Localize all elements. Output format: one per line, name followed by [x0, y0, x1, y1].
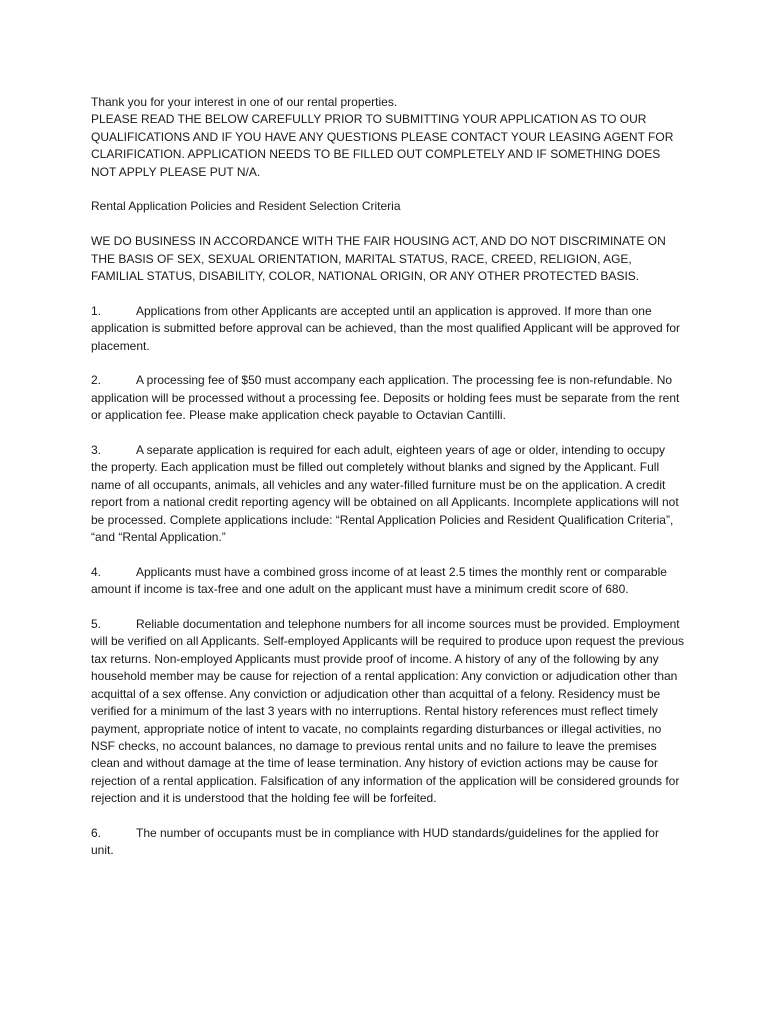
list-item — [91, 564, 684, 599]
item-number: 1. — [91, 303, 102, 318]
policies-heading: Rental Application Policies and Resident Selection Criteria — [91, 199, 401, 214]
intro-notice: PLEASE READ THE BELOW CAREFULLY PRIOR TO SUBMITTING YOUR APPLICATION AS TO OUR QUALIFICATIONS AND IF YOU HAVE ANY QUESTIONS PLEASE CONTACT YOUR LEASING AGENT FOR CLARIFICATION. APPLICATION NEEDS TO BE FILLED OUT COMPLETELY AND IF SOMETHING DOES NOT APPLY PLEASE PUT N/A. — [91, 112, 674, 179]
criteria-list — [91, 303, 684, 860]
item-number: 6. — [91, 825, 102, 840]
intro-thanks: Thank you for your interest in one of our rental properties. — [91, 95, 398, 109]
list-item — [91, 825, 684, 860]
intro-section — [91, 94, 684, 181]
item-text: A processing fee of $50 must accompany each application. The processing fee is non-refundable. No application will be processed without a processing fee. Deposits or holding fees must be separate from the rent or application fee. Please make application check payable to Octavian Cantilli. — [91, 373, 680, 423]
list-item — [91, 442, 684, 546]
item-number: 4. — [91, 564, 102, 579]
item-text: The number of occupants must be in compliance with HUD standards/guidelines for the applied for unit. — [91, 825, 659, 858]
list-item — [91, 303, 684, 355]
item-text: Applications from other Applicants are accepted until an application is approved. If more than one application is submitted before approval can be achieved, than the most qualified Applicant will be approved for placement. — [91, 303, 681, 353]
list-item — [91, 616, 684, 807]
item-text: Applicants must have a combined gross income of at least 2.5 times the monthly rent or comparable amount if income is tax-free and one adult on the applicant must have a minimum credit score of 680. — [91, 564, 667, 597]
item-number: 5. — [91, 617, 102, 632]
fair-housing-statement: WE DO BUSINESS IN ACCORDANCE WITH THE FAIR HOUSING ACT, AND DO NOT DISCRIMINATE ON THE BASIS OF SEX, SEXUAL ORIENTATION, MARITAL STATUS, RACE, CREED, RELIGION, AGE, FAMILIAL STATUS, DISABILITY, COLOR, NATIONAL ORIGIN, OR ANY OTHER PROTECTED BASIS. — [91, 234, 666, 284]
list-item — [91, 372, 684, 424]
item-number: 2. — [91, 373, 102, 388]
item-number: 3. — [91, 443, 102, 458]
item-text: Reliable documentation and telephone numbers for all income sources must be provided. Employment will be verified on all Applicants. Self-employed Applicants will be required to produce upon request the previous tax returns. Non-employed Applicants must provide proof of income. A history of any of the following by any household member may be cause for rejection of a rental application: Any conviction or adjudication other than acquittal of a sex offense. Any conviction or adjudication other than acquittal of a felony. Residency must be verified for a minimum of the last 3 years with no interruptions. Rental history references must reflect timely payment, appropriate notice of intent to vacate, no complaints regarding disturbances or illegal activities, no NSF checks, no account balances, no damage to previous rental units and no failure to leave the premises clean and without damage at the time of lease termination. Any history of eviction actions may be cause for rejection of a rental application. Falsification of any information of the application will be considered grounds for rejection and it is understood that the holding fee will be forfeited. — [91, 617, 685, 806]
item-text: A separate application is required for each adult, eighteen years of age or older, intending to occupy the property. Each application must be filled out completely without blanks and signed by the Applicant. Full name of all occupants, animals, all vehicles and any water-filled furniture must be on the application. A credit report from a national credit reporting agency will be obtained on all Applicants. Incomplete applications will not be processed. Complete applications include: “Rental Application Policies and Resident Qualification Criteria”, “and “Rental Application.” — [91, 443, 679, 545]
